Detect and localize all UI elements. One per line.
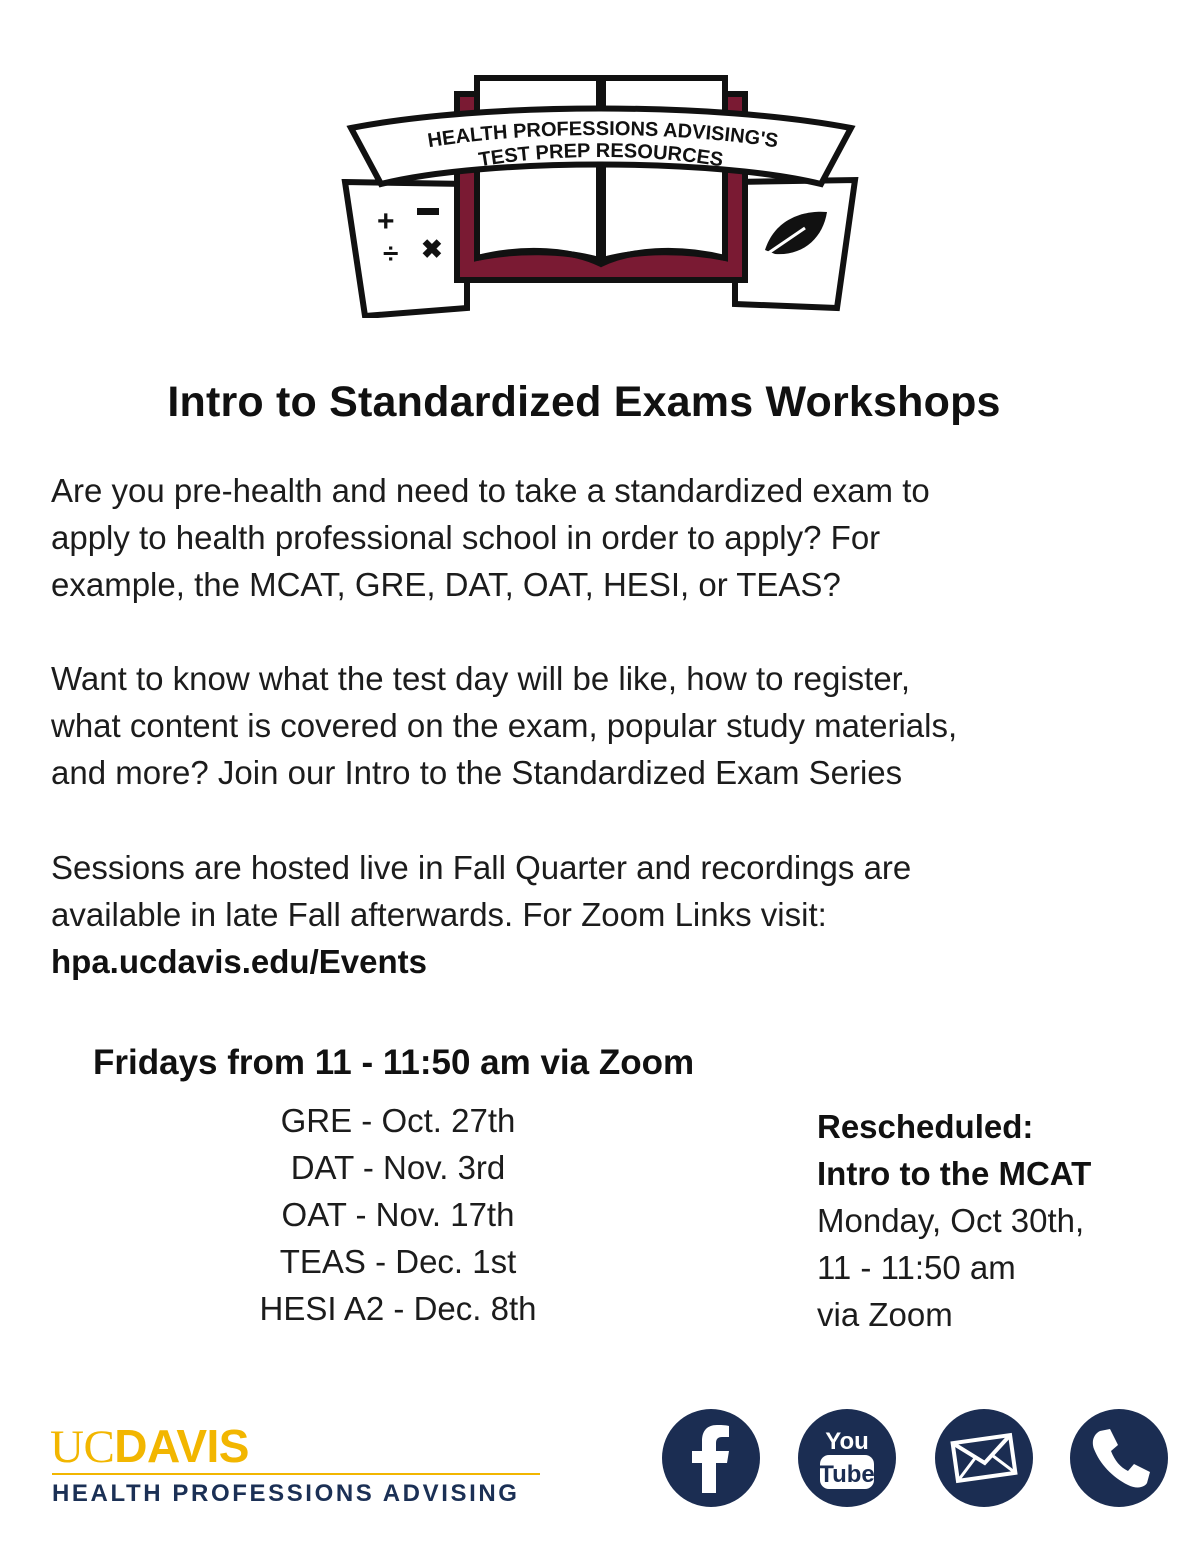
logo-line-2: TEST PREP RESOURCES: [477, 139, 725, 172]
test-prep-resources-logo: [335, 68, 865, 318]
youtube-icon[interactable]: [798, 1409, 896, 1507]
uc-davis-logo: [50, 1420, 249, 1473]
intro-paragraph: [51, 467, 1161, 608]
schedule-item: OAT - Nov. 17th: [281, 1196, 515, 1233]
rescheduled-date: Monday, Oct 30th,: [817, 1202, 1085, 1239]
paragraph-line: example, the MCAT, GRE, DAT, OAT, HESI, or TEAS?: [51, 566, 841, 603]
rescheduled-venue: via Zoom: [817, 1296, 953, 1333]
paragraph-line: Want to know what the test day will be like, how to register,: [51, 660, 911, 697]
brand-subtitle: HEALTH PROFESSIONS ADVISING: [52, 1480, 520, 1507]
paragraph-line: Sessions are hosted live in Fall Quarter and recordings are: [51, 849, 912, 886]
schedule-item: DAT - Nov. 3rd: [290, 1149, 506, 1186]
facebook-icon[interactable]: [662, 1409, 760, 1507]
leaf-card: [735, 180, 855, 308]
paragraph-line: what content is covered on the exam, popular study materials,: [51, 707, 958, 744]
paragraph-line: and more? Join our Intro to the Standardized Exam Series: [51, 754, 903, 791]
rescheduled-label: Rescheduled:: [817, 1108, 1034, 1145]
paragraph-line: apply to health professional school in order to apply? For: [51, 519, 881, 556]
events-link[interactable]: hpa.ucdavis.edu/Events: [51, 943, 427, 980]
schedule-item: HESI A2 - Dec. 8th: [259, 1290, 537, 1327]
sessions-paragraph: [51, 844, 1161, 985]
rescheduled-time: 11 - 11:50 am: [817, 1249, 1016, 1286]
svg-text:+: +: [377, 205, 395, 238]
brand-divider: [52, 1473, 540, 1475]
schedule-list: [198, 1097, 598, 1332]
paragraph-line: available in late Fall afterwards. For Zoom Links visit:: [51, 896, 827, 933]
details-paragraph: [51, 655, 1161, 796]
page-title: Intro to Standardized Exams Workshops: [167, 378, 1001, 426]
svg-text:÷: ÷: [383, 238, 399, 269]
youtube-text-top: You: [825, 1428, 869, 1455]
paragraph-line: Are you pre-health and need to take a standardized exam to: [51, 472, 930, 509]
youtube-text-bottom: Tube: [819, 1461, 875, 1488]
schedule-heading: Fridays from 11 - 11:50 am via Zoom: [93, 1043, 695, 1082]
schedule-item: TEAS - Dec. 1st: [279, 1243, 517, 1280]
brand-davis: DAVIS: [114, 1420, 249, 1472]
schedule-item: GRE - Oct. 27th: [280, 1102, 516, 1139]
rescheduled-notice: [817, 1103, 1091, 1338]
rescheduled-event: Intro to the MCAT: [817, 1155, 1092, 1192]
brand-uc: UC: [50, 1421, 115, 1473]
mail-icon[interactable]: [935, 1409, 1033, 1507]
logo-line-1: HEALTH PROFESSIONS ADVISING'S: [426, 117, 780, 153]
phone-icon[interactable]: [1070, 1409, 1168, 1507]
math-card: [345, 182, 467, 316]
svg-text:✖: ✖: [421, 234, 443, 264]
